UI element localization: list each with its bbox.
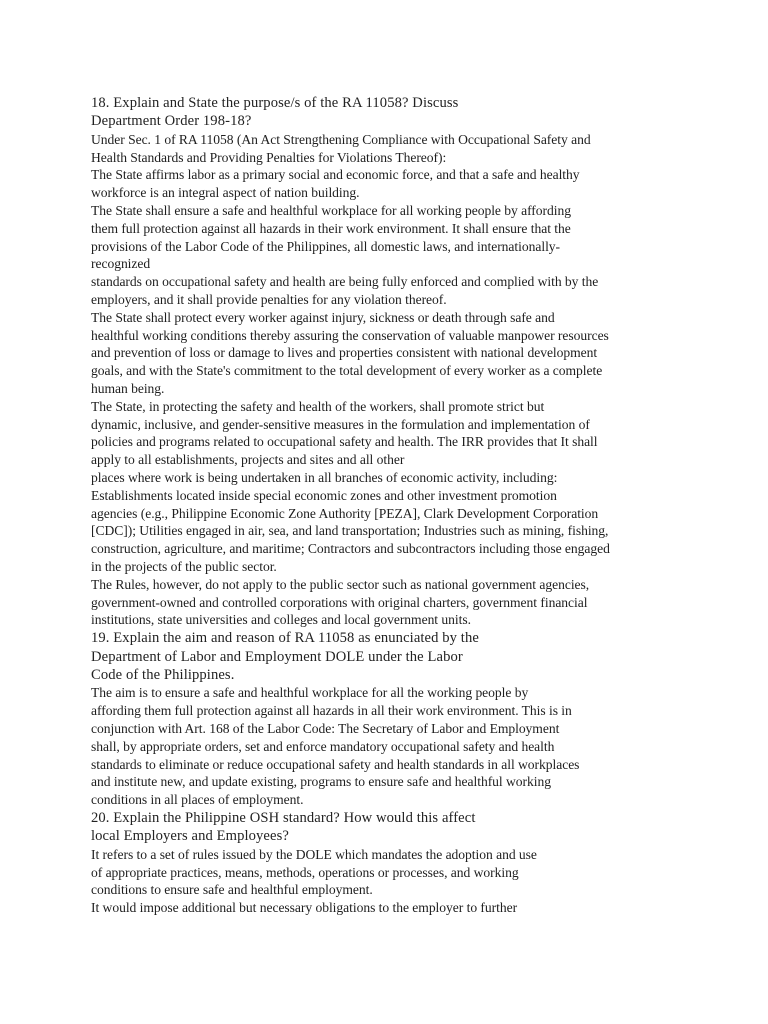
body-text-line: apply to all establishments, projects and sites and all other: [91, 452, 405, 468]
body-text-line: human being.: [91, 380, 165, 396]
body-text-line: healthful working conditions thereby assuring the conservation of valuable manpower resources: [91, 327, 609, 343]
body-text-line: The State shall protect every worker against injury, sickness or death through safe and: [91, 309, 555, 325]
body-text-line: conditions in all places of employment.: [91, 792, 304, 808]
body-text-line: goals, and with the State's commitment to the total development of every worker as a complete: [91, 363, 603, 379]
document-page: [91, 94, 681, 917]
body-text-line: The State shall ensure a safe and healthful workplace for all working people by affording: [91, 203, 571, 218]
question-heading-line: 18. Explain and State the purpose/s of the RA 11058? Discuss: [91, 95, 459, 111]
body-text-line: employers, and it shall provide penalties for any violation thereof.: [91, 291, 447, 307]
body-text-line: The State, in protecting the safety and health of the workers, shall promote strict but: [91, 398, 545, 414]
body-text-line: dynamic, inclusive, and gender-sensitive measures in the formulation and implementation of: [91, 416, 590, 432]
body-text-line: and institute new, and update existing, programs to ensure safe and healthful working: [91, 774, 551, 790]
body-text-line: of appropriate practices, means, methods, operations or processes, and working: [91, 864, 519, 880]
body-text-line: workforce is an integral aspect of nation building.: [91, 185, 360, 201]
body-text-line: policies and programs related to occupational safety and health. The IRR provides that It shall: [91, 434, 598, 450]
body-text-line: agencies (e.g., Philippine Economic Zone Authority [PEZA], Clark Development Corporation: [91, 505, 599, 521]
body-text-line: places where work is being undertaken in all branches of economic activity, including:: [91, 469, 558, 485]
question-heading-line: 19. Explain the aim and reason of RA 11058 as enunciated by the: [91, 630, 479, 647]
body-text-line: institutions, state universities and colleges and local government units.: [91, 612, 471, 628]
body-text-line: Under Sec. 1 of RA 11058 (An Act Strengthening Compliance with Occupational Safety and: [91, 131, 591, 147]
question-heading-line: 20. Explain the Philippine OSH standard? How would this affect: [91, 809, 476, 826]
body-text-line: conjunction with Art. 168 of the Labor Code: The Secretary of Labor and Employment: [91, 720, 560, 736]
body-text-line: government-owned and controlled corporations with original charters, government financial: [91, 594, 588, 610]
body-text-line: standards to eliminate or reduce occupational safety and health standards in all workplaces: [91, 756, 580, 772]
body-text-line: construction, agriculture, and maritime; Contractors and subcontractors including those engaged: [91, 541, 610, 557]
body-text-line: It would impose additional but necessary obligations to the employer to further: [91, 900, 518, 916]
question-heading-line: Department Order 198-18?: [91, 113, 252, 130]
body-text-line: The aim is to ensure a safe and healthful workplace for all the working people by: [91, 685, 529, 701]
body-text-line: recognized: [91, 256, 151, 272]
body-text-line: affording them full protection against all hazards in all their work environment. This is in: [91, 703, 572, 719]
question-heading-line: Department of Labor and Employment DOLE under the Labor: [91, 648, 463, 665]
body-text-line: The State affirms labor as a primary social and economic force, and that a safe and healthy: [91, 167, 580, 183]
body-text-line: standards on occupational safety and health are being fully enforced and complied with by the: [91, 274, 599, 290]
body-text-line: shall, by appropriate orders, set and enforce mandatory occupational safety and health: [91, 738, 555, 754]
body-text-line: Health Standards and Providing Penalties for Violations Thereof):: [91, 149, 447, 165]
body-text-line: them full protection against all hazards in their work environment. It shall ensure that the: [91, 220, 571, 236]
body-text-line: [CDC]); Utilities engaged in air, sea, and land transportation; Industries such as mining, fishing,: [91, 523, 609, 539]
question-heading-line: local Employers and Employees?: [91, 828, 289, 845]
body-text-line: provisions of the Labor Code of the Philippines, all domestic laws, and internationally-: [91, 238, 561, 254]
body-text-line: Establishments located inside special economic zones and other investment promotion: [91, 487, 557, 503]
body-text-line: in the projects of the public sector.: [91, 558, 277, 574]
body-text-line: and prevention of loss or damage to lives and properties consistent with national development: [91, 345, 598, 361]
body-text-line: It refers to a set of rules issued by the DOLE which mandates the adoption and use: [91, 846, 537, 862]
body-text-line: conditions to ensure safe and healthful employment.: [91, 882, 373, 898]
question-heading-line: Code of the Philippines.: [91, 666, 235, 683]
body-text-line: The Rules, however, do not apply to the public sector such as national government agencies,: [91, 576, 590, 592]
